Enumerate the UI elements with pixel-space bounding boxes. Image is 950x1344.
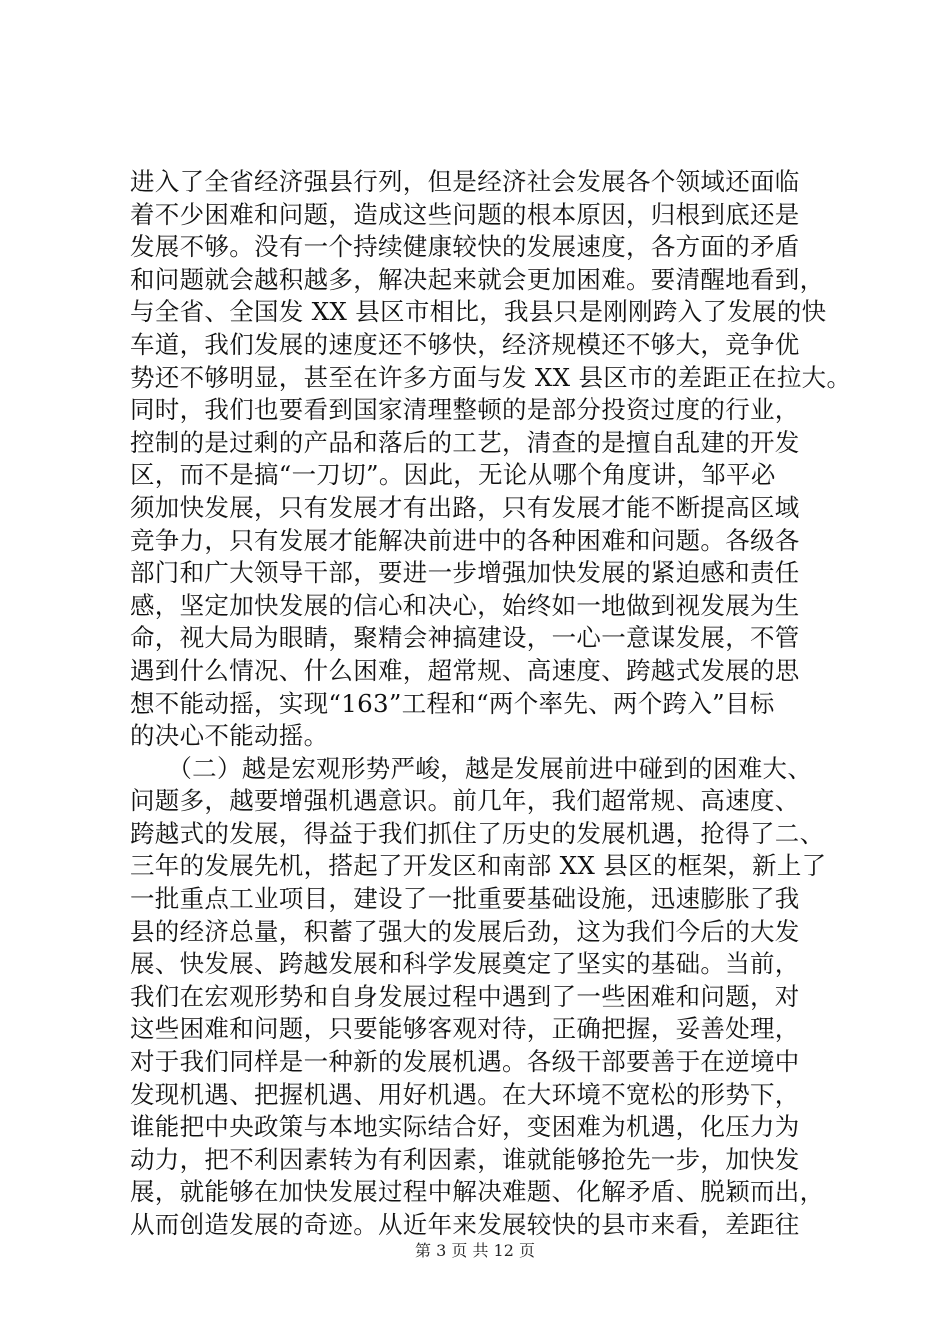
text-line: 须加快发展，只有发展才有出路，只有发展才能不断提高区域 <box>130 492 800 522</box>
text-line: 问题多，越要增强机遇意识。前几年，我们超常规、高速度、 <box>130 786 800 816</box>
text-line: 势还不够明显，甚至在许多方面与发 XX 县区市的差距正在拉大。 <box>130 362 852 392</box>
text-line: 命，视大局为眼睛，聚精会神搞建设，一心一意谋发展，不管 <box>130 623 800 653</box>
text-line: 同时，我们也要看到国家清理整顿的是部分投资过度的行业， <box>130 395 800 425</box>
text-line: 从而创造发展的奇迹。从近年来发展较快的县市来看，差距往 <box>130 1210 800 1239</box>
text-line: 控制的是过剩的产品和落后的工艺，清查的是擅自乱建的开发 <box>130 427 800 457</box>
text-line: 区，而不是搞“一刀切”。因此，无论从哪个角度讲，邹平必 <box>130 460 776 490</box>
page-footer: 第 3 页 共 12 页 <box>415 1241 535 1260</box>
text-line: 谁能把中央政策与本地实际结合好，变困难为机遇，化压力为 <box>130 1112 800 1142</box>
text-line: 着不少困难和问题，造成这些问题的根本原因，归根到底还是 <box>130 199 800 229</box>
text-line: 遇到什么情况、什么困难，超常规、高速度、跨越式发展的思 <box>130 655 800 685</box>
text-line: 我们在宏观形势和自身发展过程中遇到了一些困难和问题，对 <box>130 981 800 1011</box>
text-line: 跨越式的发展，得益于我们抓住了历史的发展机遇，抢得了二、 <box>130 818 825 848</box>
text-line: 车道，我们发展的速度还不够快，经济规模还不够大，竞争优 <box>130 329 800 359</box>
text-line: 部门和广大领导干部，要进一步增强加快发展的紧迫感和责任 <box>130 558 800 588</box>
text-line: 进入了全省经济强县行列，但是经济社会发展各个领域还面临 <box>130 167 800 196</box>
text-line: 动力，把不利因素转为有利因素，谁就能够抢先一步，加快发 <box>130 1144 800 1174</box>
text-line: 的决心不能动摇。 <box>130 721 329 751</box>
text-line: 和问题就会越积越多，解决起来就会更加困难。要清醒地看到， <box>130 264 825 294</box>
text-line: 展、快发展、跨越发展和科学发展奠定了坚实的基础。当前， <box>130 949 800 979</box>
text-line: 想不能动摇，实现“163”工程和“两个率先、两个跨入”目标 <box>130 688 775 718</box>
text-line: 这些困难和问题，只要能够客观对待，正确把握，妥善处理， <box>130 1014 800 1044</box>
text-line: 发展不够。没有一个持续健康较快的发展速度，各方面的矛盾 <box>130 232 800 262</box>
text-line: 感，坚定加快发展的信心和决心，始终如一地做到视发展为生 <box>130 590 800 620</box>
text-line: 一批重点工业项目，建设了一批重要基础设施，迅速膨胀了我 <box>130 884 800 914</box>
text-line: （二）越是宏观形势严峻，越是发展前进中碰到的困难大、 <box>130 753 813 783</box>
text-line: 竞争力，只有发展才能解决前进中的各种困难和问题。各级各 <box>130 525 800 555</box>
text-line: 展，就能够在加快发展过程中解决难题、化解矛盾、脱颖而出， <box>130 1177 825 1207</box>
text-line: 三年的发展先机，搭起了开发区和南部 XX 县区的框架，新上了 <box>130 851 827 881</box>
text-line: 对于我们同样是一种新的发展机遇。各级干部要善于在逆境中 <box>130 1047 800 1077</box>
text-line: 县的经济总量，积蓄了强大的发展后劲，这为我们今后的大发 <box>130 916 800 946</box>
text-line: 与全省、全国发 XX 县区市相比，我县只是刚刚跨入了发展的快 <box>130 297 827 327</box>
text-line: 发现机遇、把握机遇、用好机遇。在大环境不宽松的形势下， <box>130 1079 800 1109</box>
body-text <box>130 166 852 1242</box>
